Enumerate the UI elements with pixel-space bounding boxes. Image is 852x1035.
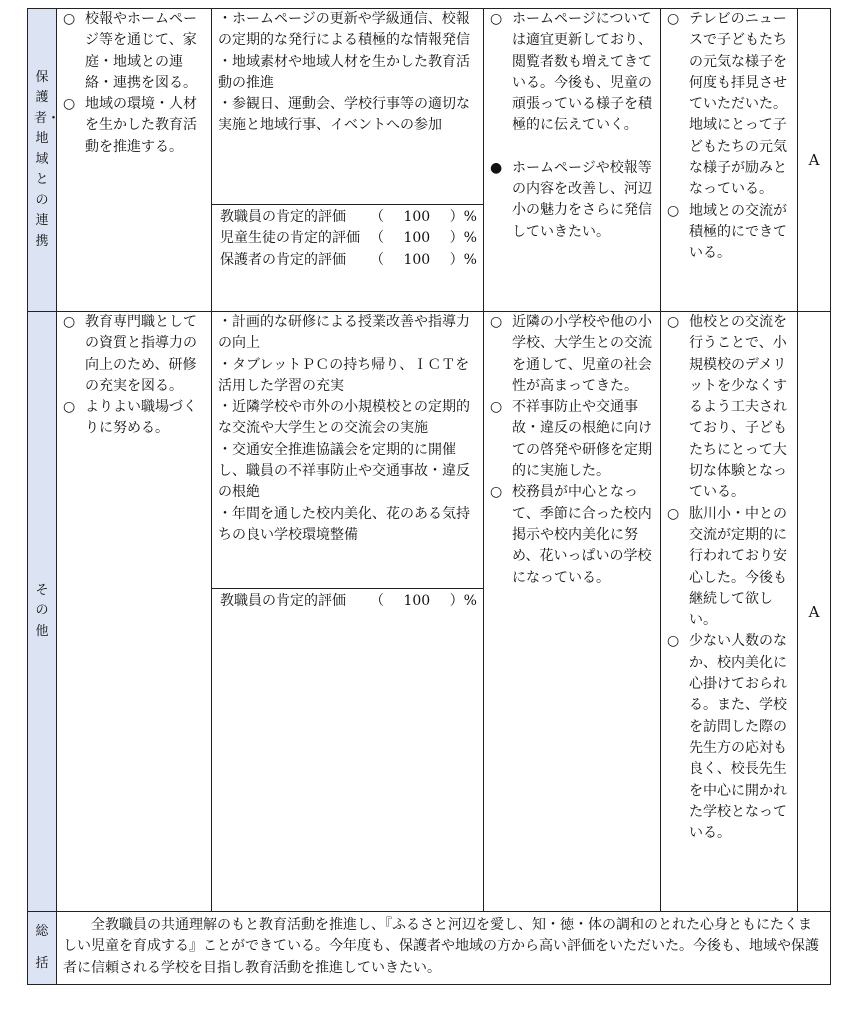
list-item: ・近隣学校や市外の小規模校との定期的な交流や大学生との交流会の実施 bbox=[218, 399, 470, 437]
list-item: ・地域素材や地域人材を生かした教育活動の推進 bbox=[218, 53, 470, 91]
list-item: ● ホームページや校報等の内容を改善し、河辺小の魅力をさらに発信していきたい。 bbox=[490, 159, 652, 240]
list-item: ○ よりよい職場づくりに努める。 bbox=[63, 399, 197, 437]
evaluation-row: 保護者の肯定的評価 （ 100 ）% bbox=[220, 250, 477, 271]
self-evaluation-cell bbox=[484, 9, 661, 312]
summary-cell bbox=[57, 912, 831, 985]
list-item: ○ 近隣の小学校や他の小学校、大学生との交流を通して、児童の社会性が高まってきた。 bbox=[490, 314, 652, 394]
category-label: 保護者・地域との連携 bbox=[34, 69, 61, 249]
grade-label: A bbox=[808, 151, 820, 169]
grade-label: A bbox=[808, 602, 820, 621]
list-item: ○ 地域との交流が積極的にできている。 bbox=[667, 202, 787, 262]
table-row bbox=[28, 312, 831, 912]
evaluation-value: 100 bbox=[403, 593, 431, 609]
list-item: ○ 他校との交流を行うことで、小規模校のデメリットを少なくするよう工夫されており、子どもたちにとって大切な体験となっている。 bbox=[667, 314, 787, 501]
list-item: ○ 校務員が中心となって、季節に合った校内掲示や校内美化に努め、花いっぱいの学校になっている。 bbox=[490, 484, 652, 586]
list-item: ・ホームページの更新や学級通信、校報の定期的な発行による積極的な情報発信 bbox=[218, 11, 470, 49]
evaluation-value: 100 bbox=[403, 230, 431, 247]
list-item: ・交通安全推進協議会を定期的に開催し、職員の不祥事防止や交通事故・違反の根絶 bbox=[218, 441, 470, 501]
list-item: ・計画的な研修による授業改善や指導力の向上 bbox=[218, 314, 470, 352]
list-item: ○ 肱川小・中との交流が定期的に行われており安心した。今後も継続して欲しい。 bbox=[667, 505, 787, 629]
goals-cell bbox=[57, 312, 212, 912]
self-evaluation-cell bbox=[484, 312, 661, 912]
list-item: ○ 教育専門職としての資質と指導力の向上のため、研修の充実を図る。 bbox=[63, 314, 197, 394]
grade-cell bbox=[798, 312, 831, 912]
list-item: ○ 不祥事防止や交通事故・違反の根絶に向けての啓発や研修を定期的に実施した。 bbox=[490, 399, 652, 480]
external-evaluation-cell bbox=[661, 9, 798, 312]
list-item: ・年間を通した校内美化、花のある気持ちの良い学校環境整備 bbox=[218, 505, 470, 543]
table-row bbox=[28, 9, 831, 312]
list-item: ○ テレビのニュースで子どもたちの元気な様子を何度も拝見させていただいた。地域にとって子どもたちの元気な様子が励みとなっている。 bbox=[667, 11, 787, 198]
category-label: その他 bbox=[35, 582, 49, 639]
list-item: ○ 校報やホームページ等を通じて、家庭・地域との連絡・連携を図る。 bbox=[63, 11, 197, 91]
evaluation-value: 100 bbox=[403, 251, 431, 268]
evaluation-box bbox=[212, 204, 483, 311]
evaluation-row: 教職員の肯定的評価 （ 100 ）% bbox=[220, 591, 477, 612]
evaluation-value: 100 bbox=[403, 209, 431, 225]
actions-cell bbox=[212, 312, 484, 912]
category-cell bbox=[28, 9, 61, 312]
list-item: ○ 少ない人数のなか、校内美化に心掛けておられる。また、学校を訪問した際の先生方の応対も良く、校長先生を中心に開かれた学校となっている。 bbox=[667, 633, 787, 842]
evaluation-row: 児童生徒の肯定的評価 （ 100 ）% bbox=[220, 228, 477, 249]
category-cell bbox=[28, 312, 57, 912]
list-item: ○ 地域の環境・人材を生かした教育活動を推進する。 bbox=[63, 96, 197, 155]
summary-category-cell bbox=[28, 912, 57, 985]
goals-cell bbox=[57, 9, 212, 312]
summary-row bbox=[28, 912, 831, 985]
actions-cell bbox=[212, 9, 484, 312]
evaluation-table bbox=[27, 8, 831, 985]
summary-label: 総括 bbox=[35, 923, 49, 971]
list-item: ・タブレットＰＣの持ち帰り、ＩＣＴを活用した学習の充実 bbox=[218, 356, 470, 394]
grade-cell bbox=[798, 9, 831, 312]
list-item: ○ ホームページについては適宜更新しており、閲覧者数も増えてきている。今後も、児童の頑張っている様子を積極的に伝えていく。 bbox=[490, 11, 652, 134]
list-item: ・参観日、運動会、学校行事等の適切な実施と地域行事、イベントへの参加 bbox=[218, 96, 470, 134]
external-evaluation-cell bbox=[661, 312, 798, 912]
summary-text: 全教職員の共通理解のもと教育活動を推進し、『ふるさと河辺を愛し、知・徳・体の調和のとれた心身ともにたくましい児童を育成する』ことができている。今年度も、保護者や地域の方から高い評価をいただいた。今後も、地域や保護者に信頼される学校を目指し教育活動を推進していきたい。 bbox=[63, 917, 819, 976]
evaluation-box bbox=[212, 588, 483, 616]
evaluation-row: 教職員の肯定的評価 （ 100 ）% bbox=[220, 207, 477, 228]
